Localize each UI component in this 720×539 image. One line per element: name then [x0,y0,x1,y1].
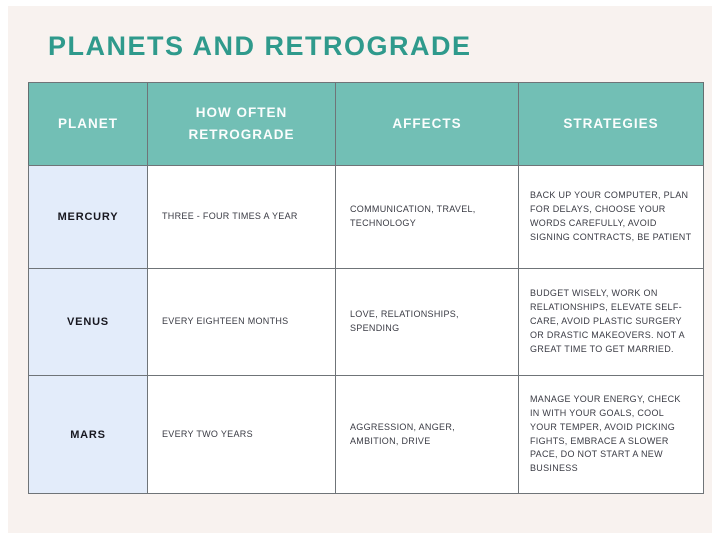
retrograde-table [28,82,704,494]
page-title: PLANETS AND RETROGRADE [48,31,472,61]
planet-cell: MARS [29,376,148,494]
affects-cell: AGGRESSION, ANGER, AMBITION, DRIVE [336,376,519,494]
strategies-cell: BACK UP YOUR COMPUTER, PLAN FOR DELAYS, CHOOSE YOUR WORDS CAREFULLY, AVOID SIGNING CONTRACTS, BE PATIENT [519,166,704,269]
column-header-affects: AFFECTS [336,83,519,166]
frequency-cell: EVERY TWO YEARS [148,376,336,494]
affects-cell: LOVE, RELATIONSHIPS, SPENDING [336,269,519,376]
table-header-row [29,83,704,166]
infographic-canvas [8,6,712,533]
frequency-cell: EVERY EIGHTEEN MONTHS [148,269,336,376]
table-row [29,376,704,494]
column-header-frequency: HOW OFTEN RETROGRADE [148,83,336,166]
frequency-cell: THREE - FOUR TIMES A YEAR [148,166,336,269]
planet-cell: MERCURY [29,166,148,269]
strategies-cell: BUDGET WISELY, WORK ON RELATIONSHIPS, ELEVATE SELF-CARE, AVOID PLASTIC SURGERY OR DRASTIC MAKEOVERS. NOT A GREAT TIME TO GET MARRIED. [519,269,704,376]
affects-cell: COMMUNICATION, TRAVEL, TECHNOLOGY [336,166,519,269]
table-row [29,166,704,269]
table-row [29,269,704,376]
column-header-planet: PLANET [29,83,148,166]
strategies-cell: MANAGE YOUR ENERGY, CHECK IN WITH YOUR GOALS, COOL YOUR TEMPER, AVOID PICKING FIGHTS, EMBRACE A SLOWER PACE, DO NOT START A NEW BUSINESS [519,376,704,494]
column-header-strategies: STRATEGIES [519,83,704,166]
planet-cell: VENUS [29,269,148,376]
